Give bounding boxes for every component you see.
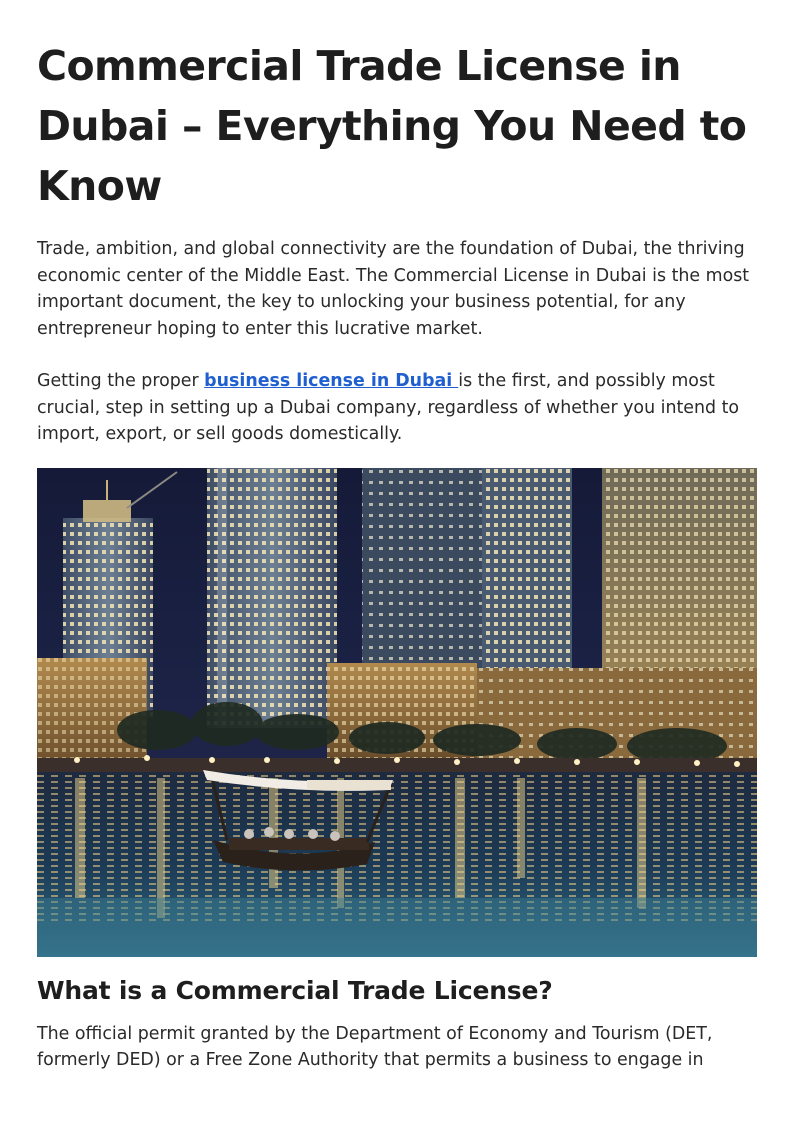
business-license-link[interactable]: business license in Dubai <box>204 371 459 391</box>
article-title: Commercial Trade License in Dubai – Everything You Need to Know <box>37 42 747 210</box>
dubai-night-skyline-image <box>37 468 757 957</box>
section-paragraph: The official permit granted by the Department of Economy and Tourism (DET, formerly DED) or a Free Zone Authority that permits a business to engage in <box>37 1023 713 1070</box>
article <box>37 36 759 1074</box>
intro-paragraph: Trade, ambition, and global connectivity are the foundation of Dubai, the thriving economic center of the Middle East. The Commercial License in Dubai is the most important document, the key to unlocking your business potential, for any entrepreneur hoping to enter this lucrative market. <box>37 239 750 339</box>
license-paragraph-lead: Getting the proper <box>37 371 205 391</box>
license-paragraph-rest: is the first, and possibly most crucial, step in setting up a Dubai company, regardless of whether you intend to import, export, or sell goods domestically. <box>37 371 740 444</box>
section-heading: What is a Commercial Trade License? <box>37 975 553 1005</box>
license-paragraph <box>37 368 759 448</box>
